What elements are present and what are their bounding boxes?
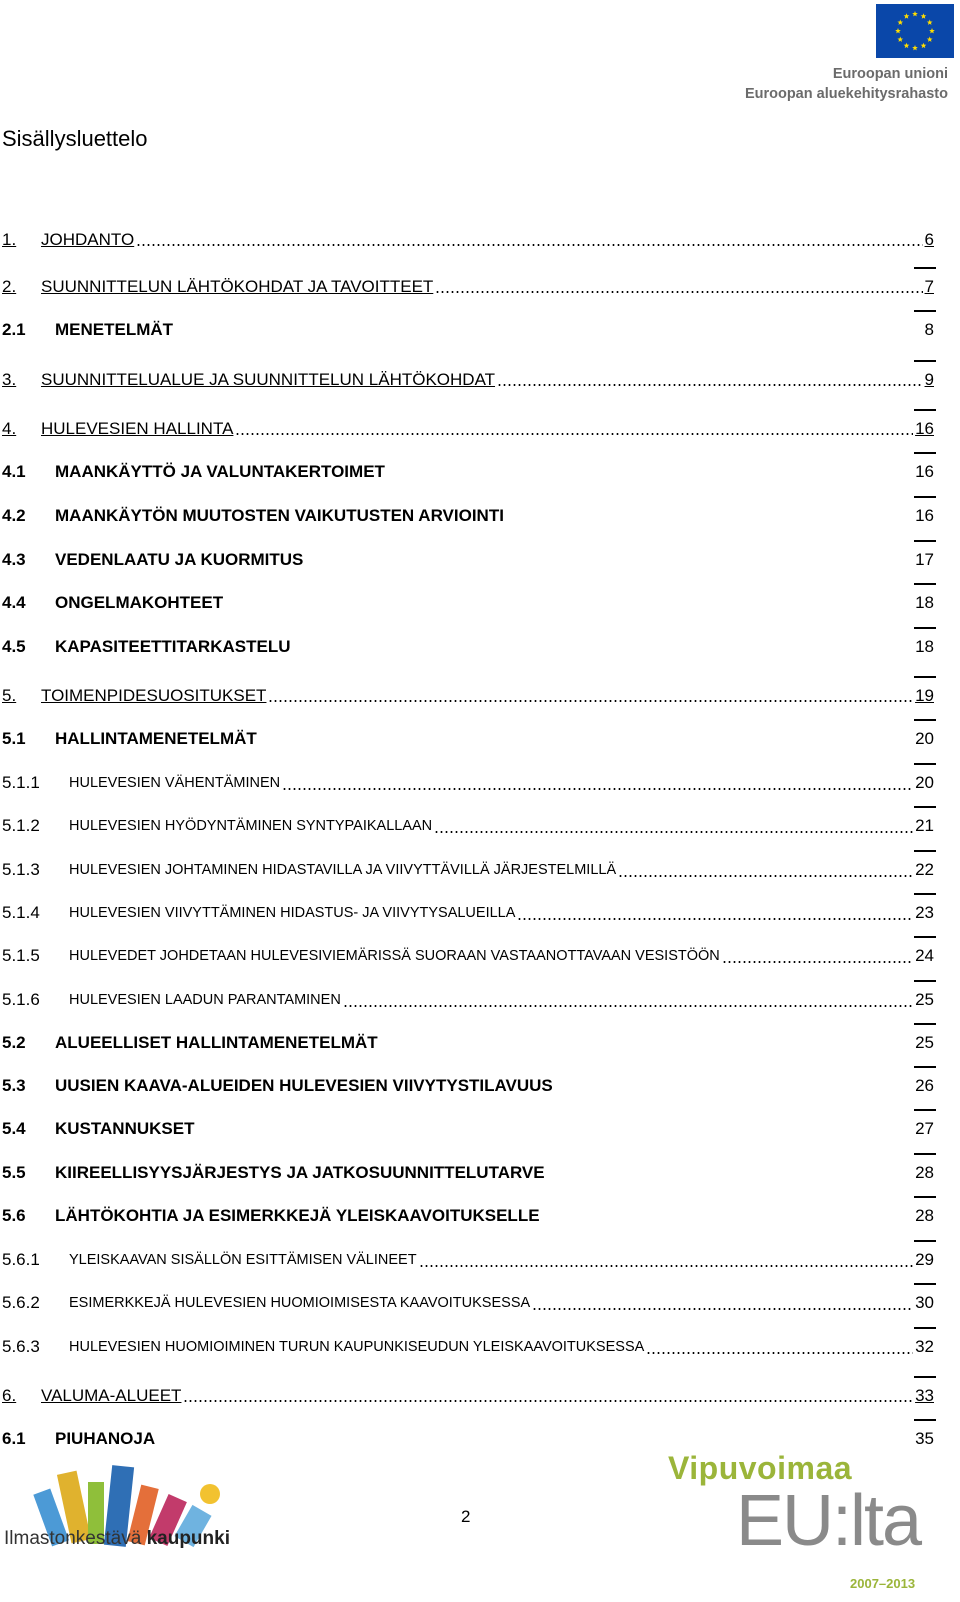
toc-page-number: 18 — [915, 637, 934, 656]
logo-text-a: Ilmastonkestävä — [4, 1528, 142, 1549]
toc-entry[interactable] — [0, 1250, 960, 1272]
vipuvoimaa-logo — [668, 1450, 958, 1600]
years-label: 2007–2013 — [850, 1576, 916, 1591]
tab-leader-mark — [914, 936, 936, 938]
dot-leader — [419, 1265, 913, 1267]
toc-number: 5.2 — [2, 1033, 26, 1052]
dot-leader — [618, 875, 913, 877]
tab-leader-mark — [914, 806, 936, 808]
toc-page-number: 9 — [924, 370, 934, 389]
toc-label: KUSTANNUKSET — [55, 1119, 195, 1138]
tab-leader-mark — [914, 1196, 936, 1198]
tab-leader-mark — [914, 452, 936, 454]
tab-leader-mark — [914, 893, 936, 895]
tab-leader-mark — [914, 850, 936, 852]
toc-label: HULEVESIEN JOHTAMINEN HIDASTAVILLA JA VIIVYTTÄVILLÄ JÄRJESTELMILLÄ — [69, 862, 617, 878]
toc-number: 5.1.6 — [2, 990, 40, 1009]
toc-entry[interactable] — [0, 1386, 960, 1408]
toc-label: KAPASITEETTITARKASTELU — [55, 637, 291, 656]
toc-number: 4.5 — [2, 637, 26, 656]
vipuvoimaa-title: Vipuvoimaa — [668, 1450, 853, 1486]
page-title: Sisällysluettelo — [2, 126, 148, 151]
tab-leader-mark — [914, 719, 936, 721]
dot-leader — [268, 700, 913, 702]
tab-leader-mark — [914, 496, 936, 498]
toc-number: 5.1.5 — [2, 946, 40, 965]
toc-page-number: 29 — [915, 1250, 934, 1269]
toc-entry[interactable] — [0, 1076, 960, 1098]
toc-entry[interactable] — [0, 230, 960, 252]
tab-leader-mark — [914, 1376, 936, 1378]
tab-leader-mark — [914, 676, 936, 678]
tab-leader-mark — [914, 267, 936, 269]
toc-label: MAANKÄYTTÖ JA VALUNTAKERTOIMET — [55, 462, 385, 481]
toc-label: PIUHANOJA — [55, 1429, 156, 1448]
toc-label: LÄHTÖKOHTIA JA ESIMERKKEJÄ YLEISKAAVOITUKSELLE — [55, 1206, 540, 1225]
eulta-text: EU:lta — [736, 1481, 921, 1561]
toc-entry[interactable] — [0, 593, 960, 615]
toc-entry[interactable] — [0, 462, 960, 484]
toc-entry[interactable] — [0, 277, 960, 299]
dot-leader — [646, 1352, 913, 1354]
toc-number: 4.3 — [2, 550, 26, 569]
toc-page-number: 25 — [915, 1033, 934, 1052]
dot-leader — [497, 384, 923, 386]
toc-entry[interactable] — [0, 990, 960, 1012]
toc-label: MAANKÄYTÖN MUUTOSTEN VAIKUTUSTEN ARVIOINTI — [55, 506, 504, 525]
tab-leader-mark — [914, 409, 936, 411]
toc-number: 4.4 — [2, 593, 26, 612]
toc-page-number: 21 — [915, 816, 934, 835]
dot-leader — [235, 433, 913, 435]
tab-leader-mark — [914, 1023, 936, 1025]
toc-entry[interactable] — [0, 320, 960, 342]
dot-leader — [183, 1400, 913, 1402]
toc-page-number: 18 — [915, 593, 934, 612]
toc-entry[interactable] — [0, 550, 960, 572]
tab-leader-mark — [914, 310, 936, 312]
toc-entry[interactable] — [0, 686, 960, 708]
toc-page-number: 16 — [915, 419, 934, 438]
page-number: 2 — [461, 1507, 471, 1526]
toc-label: SUUNNITTELUN LÄHTÖKOHDAT JA TAVOITTEET — [41, 277, 434, 296]
tab-leader-mark — [914, 627, 936, 629]
dot-leader — [517, 918, 913, 920]
eu-flag-icon — [876, 4, 954, 58]
toc-page-number: 33 — [915, 1386, 934, 1405]
dot-leader — [343, 1005, 913, 1007]
toc-number: 5.5 — [2, 1163, 26, 1182]
toc-page-number: 25 — [915, 990, 934, 1009]
dot-leader — [435, 291, 923, 293]
dot-leader — [532, 1308, 913, 1310]
toc-number: 5.3 — [2, 1076, 26, 1095]
tab-leader-mark — [914, 1419, 936, 1421]
toc-label: VEDENLAATU JA KUORMITUS — [55, 550, 304, 569]
toc-label: HULEVESIEN VÄHENTÄMINEN — [69, 775, 281, 791]
toc-page-number: 32 — [915, 1337, 934, 1356]
toc-entry[interactable] — [0, 370, 960, 392]
toc-page-number: 16 — [915, 462, 934, 481]
toc-number: 4. — [2, 419, 17, 438]
toc-entry[interactable] — [0, 773, 960, 795]
toc-number: 3. — [2, 370, 17, 389]
toc-page-number: 20 — [915, 773, 934, 792]
toc-page-number: 23 — [915, 903, 934, 922]
toc-label: HULEVESIEN HUOMIOIMINEN TURUN KAUPUNKISEUDUN YLEISKAAVOITUKSESSA — [69, 1339, 645, 1355]
toc-label: HULEVESIEN HYÖDYNTÄMINEN SYNTYPAIKALLAAN — [69, 818, 433, 834]
tab-leader-mark — [914, 980, 936, 982]
tab-leader-mark — [914, 763, 936, 765]
toc-page-number: 30 — [915, 1293, 934, 1312]
eu-fund-label: Euroopan aluekehitysrahasto — [744, 86, 948, 102]
toc-page-number: 35 — [915, 1429, 934, 1448]
toc-number: 2. — [2, 277, 17, 296]
toc-label: JOHDANTO — [41, 230, 135, 249]
tab-leader-mark — [914, 1283, 936, 1285]
toc-number: 6.1 — [2, 1429, 26, 1448]
toc-entry[interactable] — [0, 729, 960, 751]
toc-number: 5.1.2 — [2, 816, 40, 835]
toc-entry[interactable] — [0, 419, 960, 441]
toc-entry[interactable] — [0, 1293, 960, 1315]
toc-label: HULEVESIEN VIIVYTTÄMINEN HIDASTUS- JA VIIVYTYSALUEILLA — [69, 905, 516, 921]
toc-number: 5.1.4 — [2, 903, 40, 922]
toc-page-number: 28 — [915, 1163, 934, 1182]
toc-entry[interactable] — [0, 816, 960, 838]
toc-entry[interactable] — [0, 1206, 960, 1228]
tab-leader-mark — [914, 1109, 936, 1111]
toc-number: 2.1 — [2, 320, 26, 339]
toc-label: UUSIEN KAAVA-ALUEIDEN HULEVESIEN VIIVYTYSTILAVUUS — [55, 1076, 553, 1095]
toc-number: 5.1.1 — [2, 773, 40, 792]
toc-page-number: 28 — [915, 1206, 934, 1225]
toc-label: MENETELMÄT — [55, 320, 174, 339]
dot-leader — [722, 961, 913, 963]
toc-number: 5.6 — [2, 1206, 26, 1225]
toc-entry[interactable] — [0, 1033, 960, 1055]
eu-logo — [740, 4, 954, 104]
dot-leader — [434, 831, 913, 833]
toc-number: 5.4 — [2, 1119, 26, 1138]
logo-text — [4, 1528, 230, 1550]
toc-page-number: 6 — [924, 230, 934, 249]
toc-label: HULEVEDET JOHDETAAN HULEVESIVIEMÄRISSÄ SUORAAN VASTAANOTTAVAAN VESISTÖÖN — [69, 948, 720, 964]
toc-entry[interactable] — [0, 1163, 960, 1185]
toc-label: KIIREELLISYYSJÄRJESTYS JA JATKOSUUNNITTELUTARVE — [55, 1163, 545, 1182]
toc-label: HULEVESIEN LAADUN PARANTAMINEN — [69, 992, 341, 1008]
toc-label: VALUMA-ALUEET — [41, 1386, 182, 1405]
toc-page-number: 20 — [915, 729, 934, 748]
tab-leader-mark — [914, 1153, 936, 1155]
logo-text-b: kaupunki — [146, 1528, 230, 1549]
toc-label: SUUNNITTELUALUE JA SUUNNITTELUN LÄHTÖKOHDAT — [41, 370, 496, 389]
toc-label: YLEISKAAVAN SISÄLLÖN ESITTÄMISEN VÄLINEET — [69, 1252, 417, 1268]
toc-page-number: 26 — [915, 1076, 934, 1095]
tab-leader-mark — [914, 540, 936, 542]
eu-label: Euroopan unioni — [832, 66, 948, 82]
toc-entry[interactable] — [0, 1337, 960, 1359]
toc-label: ALUEELLISET HALLINTAMENETELMÄT — [55, 1033, 378, 1052]
toc-entry[interactable] — [0, 860, 960, 882]
toc-entry[interactable] — [0, 637, 960, 659]
toc-entry[interactable] — [0, 506, 960, 528]
tab-leader-mark — [914, 1240, 936, 1242]
toc-entry[interactable] — [0, 903, 960, 925]
toc-number: 5.1.3 — [2, 860, 40, 879]
toc-label: HALLINTAMENETELMÄT — [55, 729, 257, 748]
toc-number: 4.1 — [2, 462, 26, 481]
toc-number: 6. — [2, 1386, 17, 1405]
toc-page-number: 22 — [915, 860, 934, 879]
toc-page-number: 24 — [915, 946, 934, 965]
tab-leader-mark — [914, 583, 936, 585]
toc-page-number: 8 — [924, 320, 934, 339]
toc-number: 5. — [2, 686, 17, 705]
tab-leader-mark — [914, 1066, 936, 1068]
toc-label: ONGELMAKOHTEET — [55, 593, 224, 612]
tab-leader-mark — [914, 1327, 936, 1329]
ilmastonkestava-kaupunki-logo — [2, 1460, 252, 1585]
tab-leader-mark — [914, 360, 936, 362]
toc-number: 4.2 — [2, 506, 26, 525]
dot-leader — [136, 244, 923, 246]
toc-number: 5.1 — [2, 729, 26, 748]
toc-entry[interactable] — [0, 1429, 960, 1451]
dot-leader — [282, 788, 913, 790]
toc-number: 5.6.2 — [2, 1293, 40, 1312]
toc-entry[interactable] — [0, 1119, 960, 1141]
toc-number: 1. — [2, 230, 17, 249]
toc-label: HULEVESIEN HALLINTA — [41, 419, 234, 438]
toc-label: TOIMENPIDESUOSITUKSET — [41, 686, 267, 705]
toc-page-number: 19 — [915, 686, 934, 705]
toc-page-number: 17 — [915, 550, 934, 569]
toc-page-number: 16 — [915, 506, 934, 525]
toc-number: 5.6.1 — [2, 1250, 40, 1269]
toc-label: ESIMERKKEJÄ HULEVESIEN HUOMIOIMISESTA KAAVOITUKSESSA — [69, 1295, 531, 1311]
toc-number: 5.6.3 — [2, 1337, 40, 1356]
toc-page-number: 27 — [915, 1119, 934, 1138]
toc-entry[interactable] — [0, 946, 960, 968]
toc-page-number: 7 — [924, 277, 934, 296]
